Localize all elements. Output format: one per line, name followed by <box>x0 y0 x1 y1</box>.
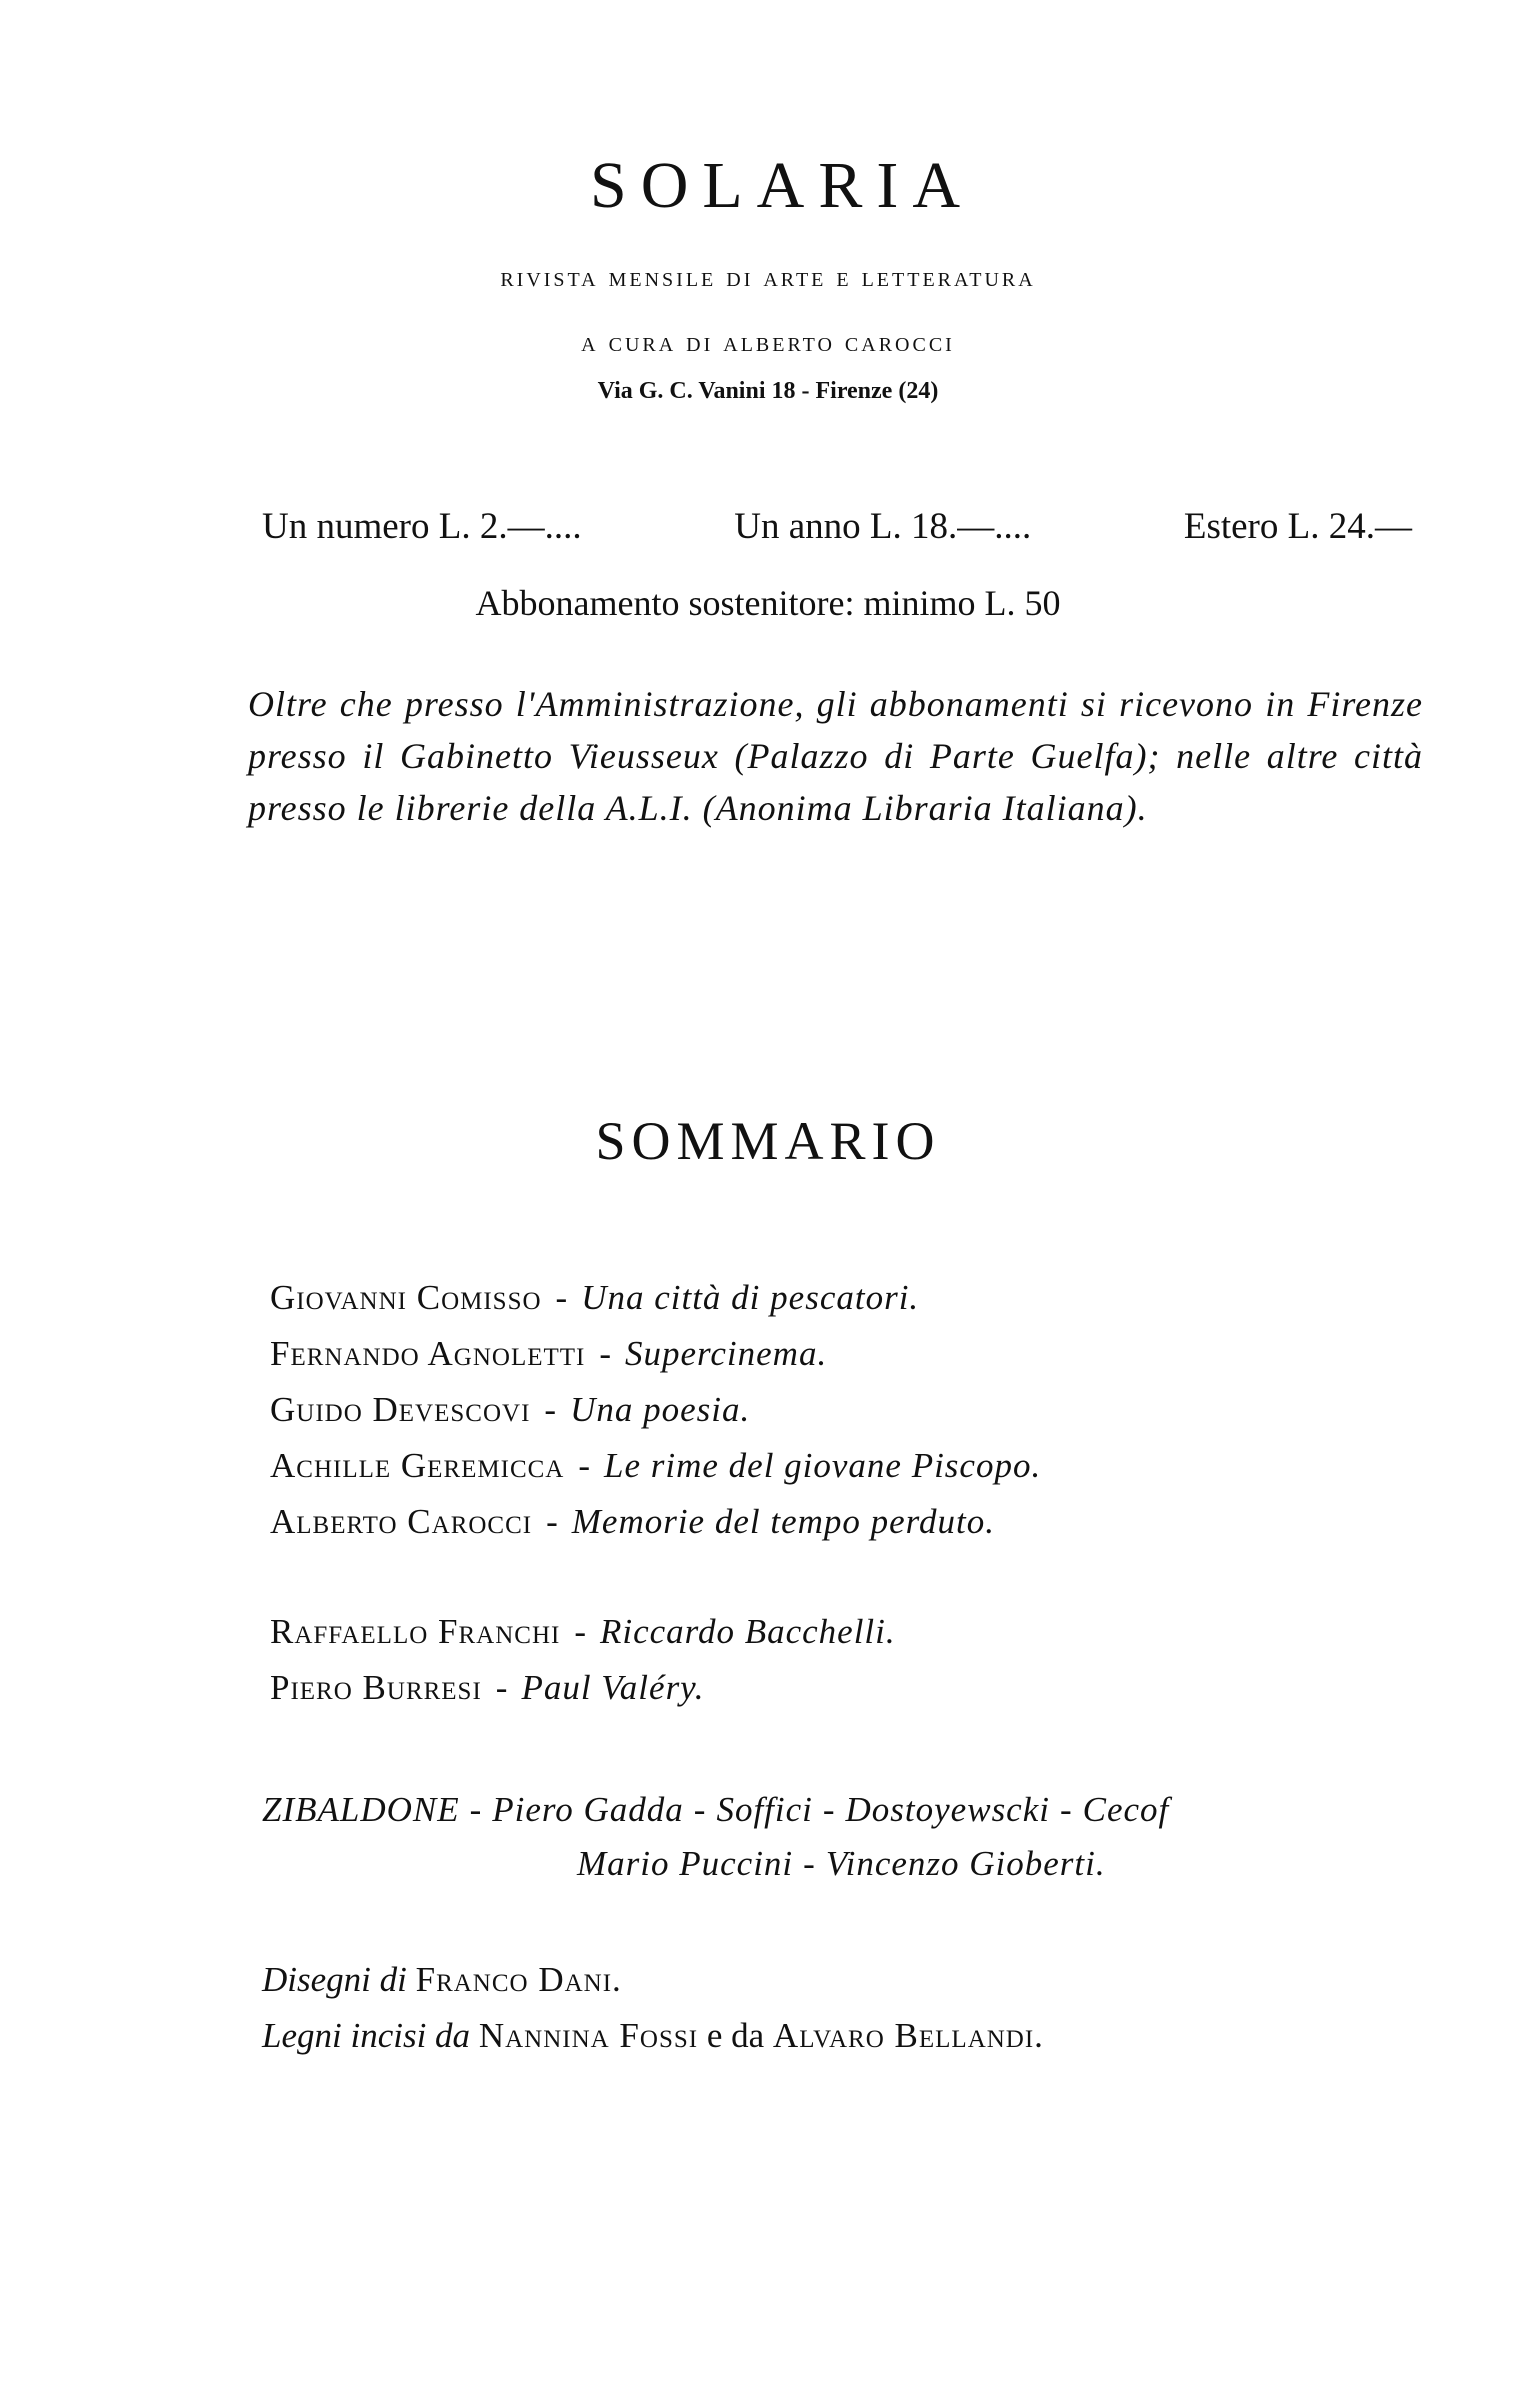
toc-author: Guido Devescovi <box>270 1390 531 1429</box>
toc-entry <box>270 1278 919 1318</box>
toc-author: Alberto Carocci <box>270 1502 533 1541</box>
woodcuts-artist-2: Alvaro Bellandi. <box>772 2016 1044 2055</box>
toc-author: Fernando Agnoletti <box>270 1334 586 1373</box>
zibaldone-line-1 <box>262 1790 1169 1830</box>
toc-work: Le rime del giovane Piscopo. <box>604 1446 1042 1485</box>
drawings-prefix: Disegni di <box>262 1960 407 1999</box>
zibaldone-item: Vincenzo Gioberti. <box>825 1844 1106 1883</box>
toc-separator: - <box>578 1446 590 1485</box>
toc-separator: - <box>803 1844 816 1883</box>
supporter-subscription: Abbonamento sostenitore: minimo L. 50 <box>475 583 1061 623</box>
toc-work: Paul Valéry. <box>521 1668 705 1707</box>
price-foreign: Estero L. 24.— <box>1183 506 1412 547</box>
toc-separator: - <box>599 1334 612 1373</box>
toc-entry <box>270 1390 750 1430</box>
woodcuts-conjunction: e da <box>706 2016 765 2055</box>
toc-author: Giovanni Comisso <box>270 1278 542 1317</box>
curator-line: a cura di alberto carocci <box>581 327 955 358</box>
toc-entry <box>270 1334 827 1374</box>
price-line <box>262 505 1412 548</box>
zibaldone-item: Piero Gadda <box>492 1790 684 1829</box>
zibaldone-label: ZIBALDONE <box>262 1790 460 1829</box>
sommario-heading: SOMMARIO <box>595 1111 941 1171</box>
toc-author: Achille Geremicca <box>270 1446 565 1485</box>
toc-separator: - <box>822 1790 836 1829</box>
toc-author: Piero Burresi <box>270 1668 482 1707</box>
toc-separator: - <box>469 1790 483 1829</box>
toc-separator: - <box>693 1790 707 1829</box>
subscription-notice: Oltre che presso l'Amministrazione, gli abbonamenti si ricevono in Firenze presso il Gabinetto Vieusseux (Palazzo di Parte Guelfa); nelle altre città presso le librerie della A.L.I. (Anonima Libraria Italiana). <box>248 684 1423 828</box>
toc-separator: - <box>555 1278 568 1317</box>
drawings-artist: Franco Dani. <box>415 1960 622 1999</box>
toc-entry <box>270 1668 705 1708</box>
toc-entry <box>270 1612 896 1652</box>
toc-separator: - <box>1059 1790 1073 1829</box>
toc-separator: - <box>495 1668 508 1707</box>
toc-separator: - <box>546 1502 558 1541</box>
toc-entry <box>270 1446 1041 1486</box>
toc-work: Una poesia. <box>570 1390 751 1429</box>
magazine-title: SOLARIA <box>589 149 974 222</box>
toc-work: Memorie del tempo perduto. <box>571 1502 995 1541</box>
toc-work: Una città di pescatori. <box>581 1278 920 1317</box>
zibaldone-item: Mario Puccini <box>577 1844 794 1883</box>
toc-separator: - <box>574 1612 586 1651</box>
toc-separator: - <box>544 1390 557 1429</box>
drawings-credit <box>262 1960 622 2000</box>
toc-author: Raffaello Franchi <box>270 1612 561 1651</box>
woodcuts-credit <box>262 2016 1044 2056</box>
zibaldone-item: Soffici <box>716 1790 813 1829</box>
woodcuts-artist-1: Nannina Fossi <box>478 2016 699 2055</box>
price-annual: Un anno L. 18.—.... <box>734 506 1032 547</box>
zibaldone-line-2 <box>577 1844 1106 1884</box>
toc-entry <box>270 1502 995 1542</box>
magazine-subtitle: rivista mensile di arte e letteratura <box>500 262 1036 293</box>
toc-work: Supercinema. <box>625 1334 828 1373</box>
zibaldone-item: Dostoyewscki <box>845 1790 1050 1829</box>
toc-work: Riccardo Bacchelli. <box>599 1612 896 1651</box>
price-single: Un numero L. 2.—.... <box>262 506 582 547</box>
woodcuts-prefix: Legni incisi da <box>262 2016 471 2055</box>
zibaldone-item: Cecof <box>1082 1790 1170 1829</box>
address-line: Via G. C. Vanini 18 - Firenze (24) <box>597 378 939 404</box>
